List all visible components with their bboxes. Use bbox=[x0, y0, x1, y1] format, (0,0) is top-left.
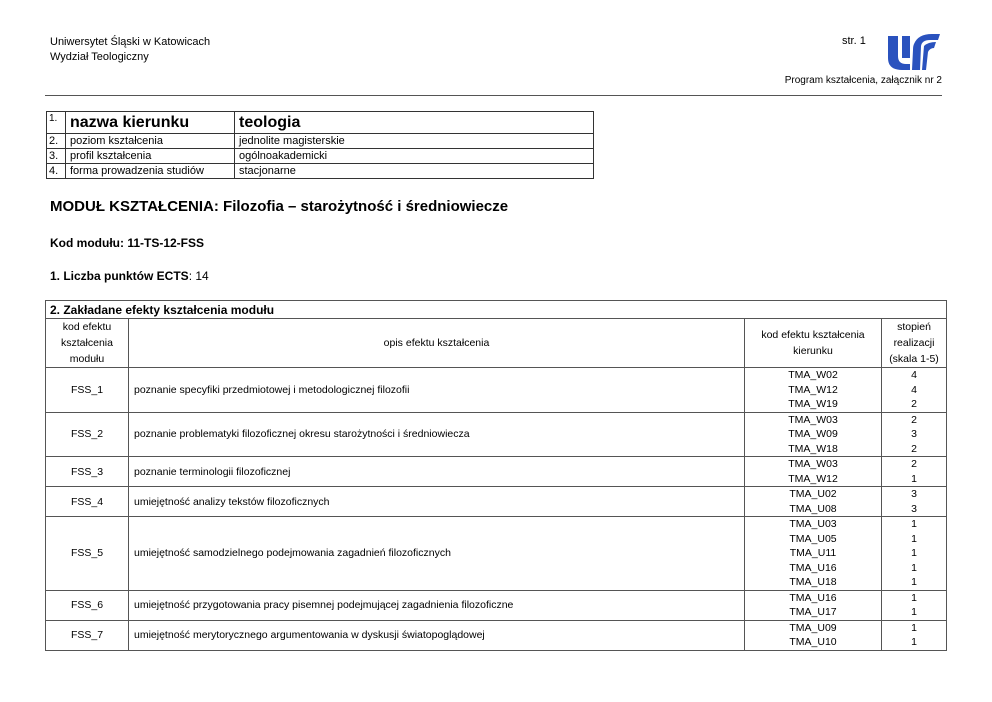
realization-level: 3 bbox=[911, 502, 917, 515]
realization-level: 4 bbox=[911, 383, 917, 396]
program-code: TMA_W09 bbox=[788, 428, 838, 440]
program-code: TMA_U09 bbox=[789, 621, 837, 634]
realization-level: 2 bbox=[911, 398, 917, 410]
column-header-code: kod efektu kształcenia modułu bbox=[46, 319, 129, 368]
program-code: TMA_U05 bbox=[789, 532, 837, 545]
realization-level: 1 bbox=[911, 576, 917, 588]
info-row-label: forma prowadzenia studiów bbox=[66, 164, 235, 179]
realization-level: 1 bbox=[911, 636, 917, 648]
outcome-code: FSS_3 bbox=[46, 457, 129, 487]
realization-level: 2 bbox=[911, 413, 917, 426]
realization-level: 1 bbox=[911, 591, 917, 604]
info-row-number: 2. bbox=[47, 134, 66, 149]
program-code: TMA_U16 bbox=[789, 561, 837, 574]
realization-level: 1 bbox=[911, 472, 917, 485]
realization-level: 1 bbox=[911, 547, 917, 559]
program-codes-cell bbox=[745, 412, 882, 457]
realization-level: 3 bbox=[911, 488, 917, 500]
outcome-description: umiejętność analizy tekstów filozoficznych bbox=[129, 487, 745, 517]
program-code: TMA_W12 bbox=[788, 472, 838, 485]
program-code: TMA_W18 bbox=[788, 442, 838, 455]
outcome-row bbox=[46, 457, 947, 487]
outcome-description: umiejętność przygotowania pracy pisemnej podejmującej zagadnienia filozoficzne bbox=[129, 590, 745, 620]
info-row-number: 4. bbox=[47, 164, 66, 179]
outcome-row bbox=[46, 487, 947, 517]
realization-level: 1 bbox=[911, 621, 917, 634]
info-row-value: jednolite magisterskie bbox=[235, 134, 594, 149]
info-row-number: 1. bbox=[47, 112, 66, 134]
outcome-row bbox=[46, 368, 947, 413]
info-row bbox=[47, 134, 594, 149]
outcome-code: FSS_6 bbox=[46, 590, 129, 620]
outcome-description: poznanie problematyki filozoficznej okresu starożytności i średniowiecza bbox=[129, 412, 745, 457]
ects-label: 1. Liczba punktów ECTS bbox=[50, 269, 189, 283]
outcome-row bbox=[46, 517, 947, 591]
program-code: TMA_W03 bbox=[788, 458, 838, 470]
program-info-table bbox=[46, 111, 594, 179]
outcome-code: FSS_5 bbox=[46, 517, 129, 591]
program-code: TMA_W19 bbox=[788, 398, 838, 410]
program-code: TMA_W02 bbox=[788, 369, 838, 381]
realization-level: 4 bbox=[911, 369, 917, 381]
realization-level: 3 bbox=[911, 428, 917, 440]
realization-level: 1 bbox=[911, 518, 917, 530]
university-logo-icon bbox=[884, 30, 942, 72]
outcome-description: poznanie terminologii filozoficznej bbox=[129, 457, 745, 487]
info-row-number: 3. bbox=[47, 149, 66, 164]
program-code: TMA_U03 bbox=[789, 518, 837, 530]
header-divider bbox=[45, 95, 942, 96]
info-row-label: profil kształcenia bbox=[66, 149, 235, 164]
program-codes-cell bbox=[745, 368, 882, 413]
program-note: Program kształcenia, załącznik nr 2 bbox=[784, 75, 942, 86]
levels-cell bbox=[882, 517, 947, 591]
page-number: str. 1 bbox=[842, 35, 866, 47]
program-code: TMA_U10 bbox=[789, 636, 837, 648]
outcome-row bbox=[46, 590, 947, 620]
program-code: TMA_U11 bbox=[789, 547, 837, 559]
program-code: TMA_U18 bbox=[789, 576, 837, 588]
module-code: Kod modułu: 11-TS-12-FSS bbox=[50, 236, 205, 250]
outcome-description: umiejętność samodzielnego podejmowania zagadnień filozoficznych bbox=[129, 517, 745, 591]
info-row bbox=[47, 112, 594, 134]
program-code: TMA_U02 bbox=[789, 488, 837, 500]
outcome-code: FSS_2 bbox=[46, 412, 129, 457]
info-row-value: ogólnoakademicki bbox=[235, 149, 594, 164]
outcome-row bbox=[46, 412, 947, 457]
outcome-description: umiejętność merytorycznego argumentowania w dyskusji światopoglądowej bbox=[129, 620, 745, 650]
info-row bbox=[47, 149, 594, 164]
column-header-program-code: kod efektu kształcenia kierunku bbox=[745, 319, 882, 368]
program-code: TMA_U08 bbox=[789, 502, 837, 515]
levels-cell bbox=[882, 487, 947, 517]
program-code: TMA_W12 bbox=[788, 383, 838, 396]
info-row bbox=[47, 164, 594, 179]
outcome-description: poznanie specyfiki przedmiotowej i metodologicznej filozofii bbox=[129, 368, 745, 413]
university-name: Uniwersytet Śląski w Katowicach bbox=[50, 36, 211, 48]
realization-level: 1 bbox=[911, 606, 917, 618]
levels-cell bbox=[882, 412, 947, 457]
info-row-label: nazwa kierunku bbox=[66, 112, 235, 134]
module-title: MODUŁ KSZTAŁCENIA: Filozofia – starożytność i średniowiecze bbox=[50, 198, 509, 215]
info-row-value: teologia bbox=[235, 112, 594, 134]
realization-level: 2 bbox=[911, 442, 917, 455]
program-codes-cell bbox=[745, 517, 882, 591]
realization-level: 1 bbox=[911, 532, 917, 545]
levels-cell bbox=[882, 368, 947, 413]
realization-level: 2 bbox=[911, 458, 917, 470]
program-codes-cell bbox=[745, 487, 882, 517]
outcome-code: FSS_7 bbox=[46, 620, 129, 650]
info-row-value: stacjonarne bbox=[235, 164, 594, 179]
learning-outcomes-table bbox=[45, 300, 947, 651]
program-code: TMA_W03 bbox=[788, 413, 838, 426]
column-header-description: opis efektu kształcenia bbox=[129, 319, 745, 368]
faculty-name: Wydział Teologiczny bbox=[50, 51, 149, 63]
outcome-row bbox=[46, 620, 947, 650]
program-codes-cell bbox=[745, 590, 882, 620]
program-code: TMA_U17 bbox=[789, 606, 837, 618]
column-header-level: stopień realizacji (skala 1-5) bbox=[882, 319, 947, 368]
program-codes-cell bbox=[745, 620, 882, 650]
levels-cell bbox=[882, 590, 947, 620]
info-row-label: poziom kształcenia bbox=[66, 134, 235, 149]
levels-cell bbox=[882, 620, 947, 650]
levels-cell bbox=[882, 457, 947, 487]
program-codes-cell bbox=[745, 457, 882, 487]
ects-value: : 14 bbox=[188, 269, 209, 283]
outcomes-section-title: 2. Zakładane efekty kształcenia modułu bbox=[46, 301, 947, 319]
outcome-code: FSS_4 bbox=[46, 487, 129, 517]
program-code: TMA_U16 bbox=[789, 591, 837, 604]
realization-level: 1 bbox=[911, 561, 917, 574]
ects-line bbox=[50, 269, 209, 283]
outcome-code: FSS_1 bbox=[46, 368, 129, 413]
